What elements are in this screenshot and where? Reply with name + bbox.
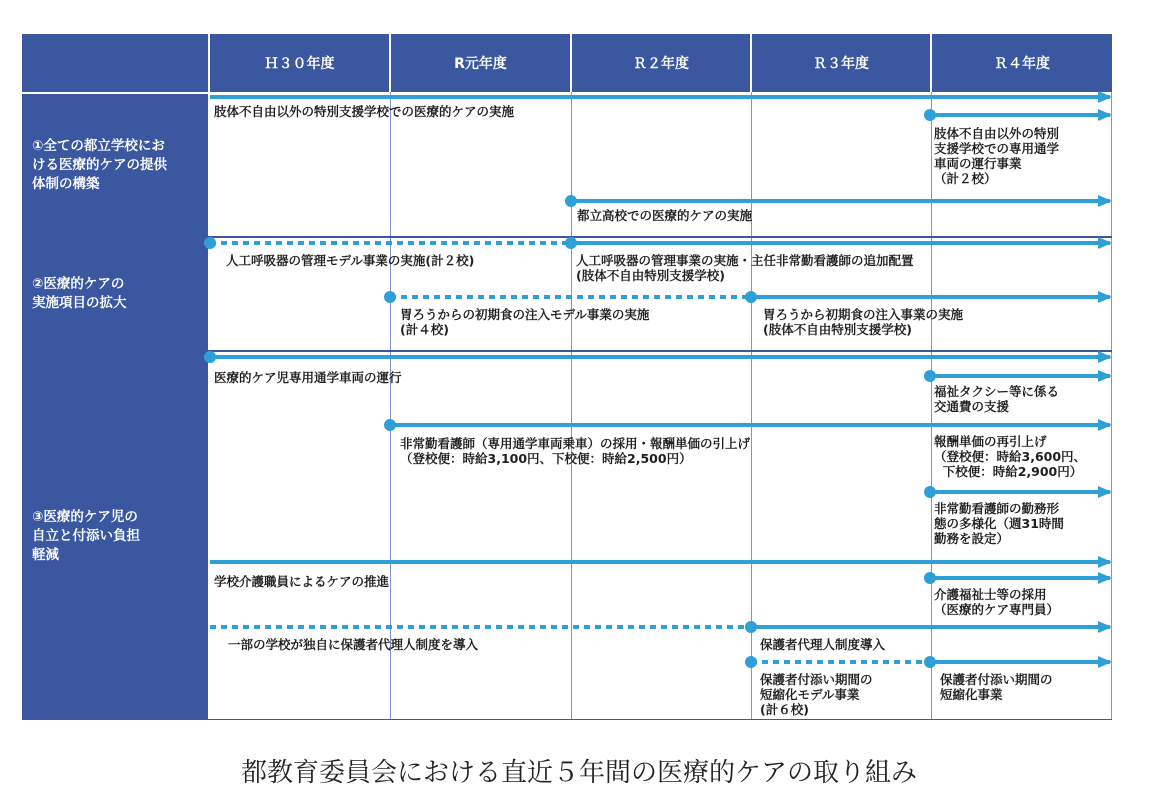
header-year-r3: Ｒ３年度 (752, 34, 930, 92)
dot-c2-gastro-model (384, 291, 396, 303)
header-year-r4: Ｒ４年度 (932, 34, 1112, 92)
item-c3-shorten-model: 保護者付添い期間の 短縮化モデル事業 (計６校) (760, 672, 873, 717)
item-c1-high: 都立高校での医療的ケアの実施 (577, 208, 753, 223)
item-c3-caregiver: 介護福祉士等の採用 （医療的ケア専門員） (934, 587, 1060, 617)
item-c3-taxi: 福祉タクシー等に係る 交通費の支援 (934, 384, 1060, 414)
dot-c3-caregiver (924, 572, 936, 584)
item-c3-proxy: 保護者代理人制度導入 (760, 637, 886, 652)
item-c2-gastro-model: 胃ろうからの初期食の注入モデル事業の実施 (計４校) (400, 307, 650, 337)
dot-c3-shorten (924, 656, 936, 668)
item-c2-gastro: 胃ろうから初期食の注入事業の実施 (肢体不自由特別支援学校) (763, 307, 964, 337)
header-year-r1: R元年度 (391, 34, 570, 92)
dot-c2-gastro (745, 291, 757, 303)
dot-c2-vent-model (204, 237, 216, 249)
item-c3-bus: 医療的ケア児専用通学車両の運行 (214, 370, 402, 385)
dot-c3-bus (204, 351, 216, 363)
item-c1-main: 肢体不自由以外の特別支援学校での医療的ケアの実施 (214, 104, 515, 119)
item-c3-pay: 報酬単価の再引上げ （登校便：時給3,600円、 下校便：時給2,900円） (934, 434, 1087, 479)
dot-c3-nurse (384, 419, 396, 431)
item-c2-vent: 人工呼吸器の管理事業の実施・主任非常勤看護師の追加配置 (肢体不自由特別支援学校) (576, 253, 914, 283)
item-c1-bus: 肢体不自由以外の特別 支援学校での専用通学 車両の運行事業 （計２校） (934, 126, 1060, 186)
item-c3-nurse: 非常勤看護師（専用通学車両乗車）の採用・報酬単価の引上げ （登校便：時給3,100円、下校便：時給2,500円） (400, 436, 751, 466)
item-c3-shorten: 保護者付添い期間の 短縮化事業 (940, 672, 1053, 702)
category-2-label: ②医療的ケアの 実施項目の拡大 (22, 238, 208, 350)
category-1-label: ①全ての都立学校にお ける医療的ケアの提供 体制の構築 (22, 94, 208, 236)
dot-c3-work (924, 486, 936, 498)
dot-c1-bus (924, 109, 936, 121)
dot-c3-proxy (745, 621, 757, 633)
item-c3-work: 非常勤看護師の勤務形 態の多様化（週31時間 勤務を設定） (934, 501, 1064, 546)
item-c2-vent-model: 人工呼吸器の管理モデル事業の実施(計２校) (226, 253, 475, 268)
figure-caption: 都教育委員会における直近５年間の医療的ケアの取り組み (240, 758, 917, 788)
dot-c2-vent (565, 237, 577, 249)
header-year-r2: Ｒ２年度 (572, 34, 750, 92)
dot-c1-high (565, 195, 577, 207)
header-year-h30: Ｈ３０年度 (210, 34, 389, 92)
dot-c3-shorten-model (745, 656, 757, 668)
dot-c3-taxi (924, 370, 936, 382)
item-c3-proxy-some: 一部の学校が独自に保護者代理人制度を導入 (228, 637, 479, 652)
category-3-label: ③医療的ケア児の 自立と付添い負担 軽減 (22, 352, 208, 720)
item-c3-staff: 学校介護職員によるケアの推進 (214, 574, 390, 589)
